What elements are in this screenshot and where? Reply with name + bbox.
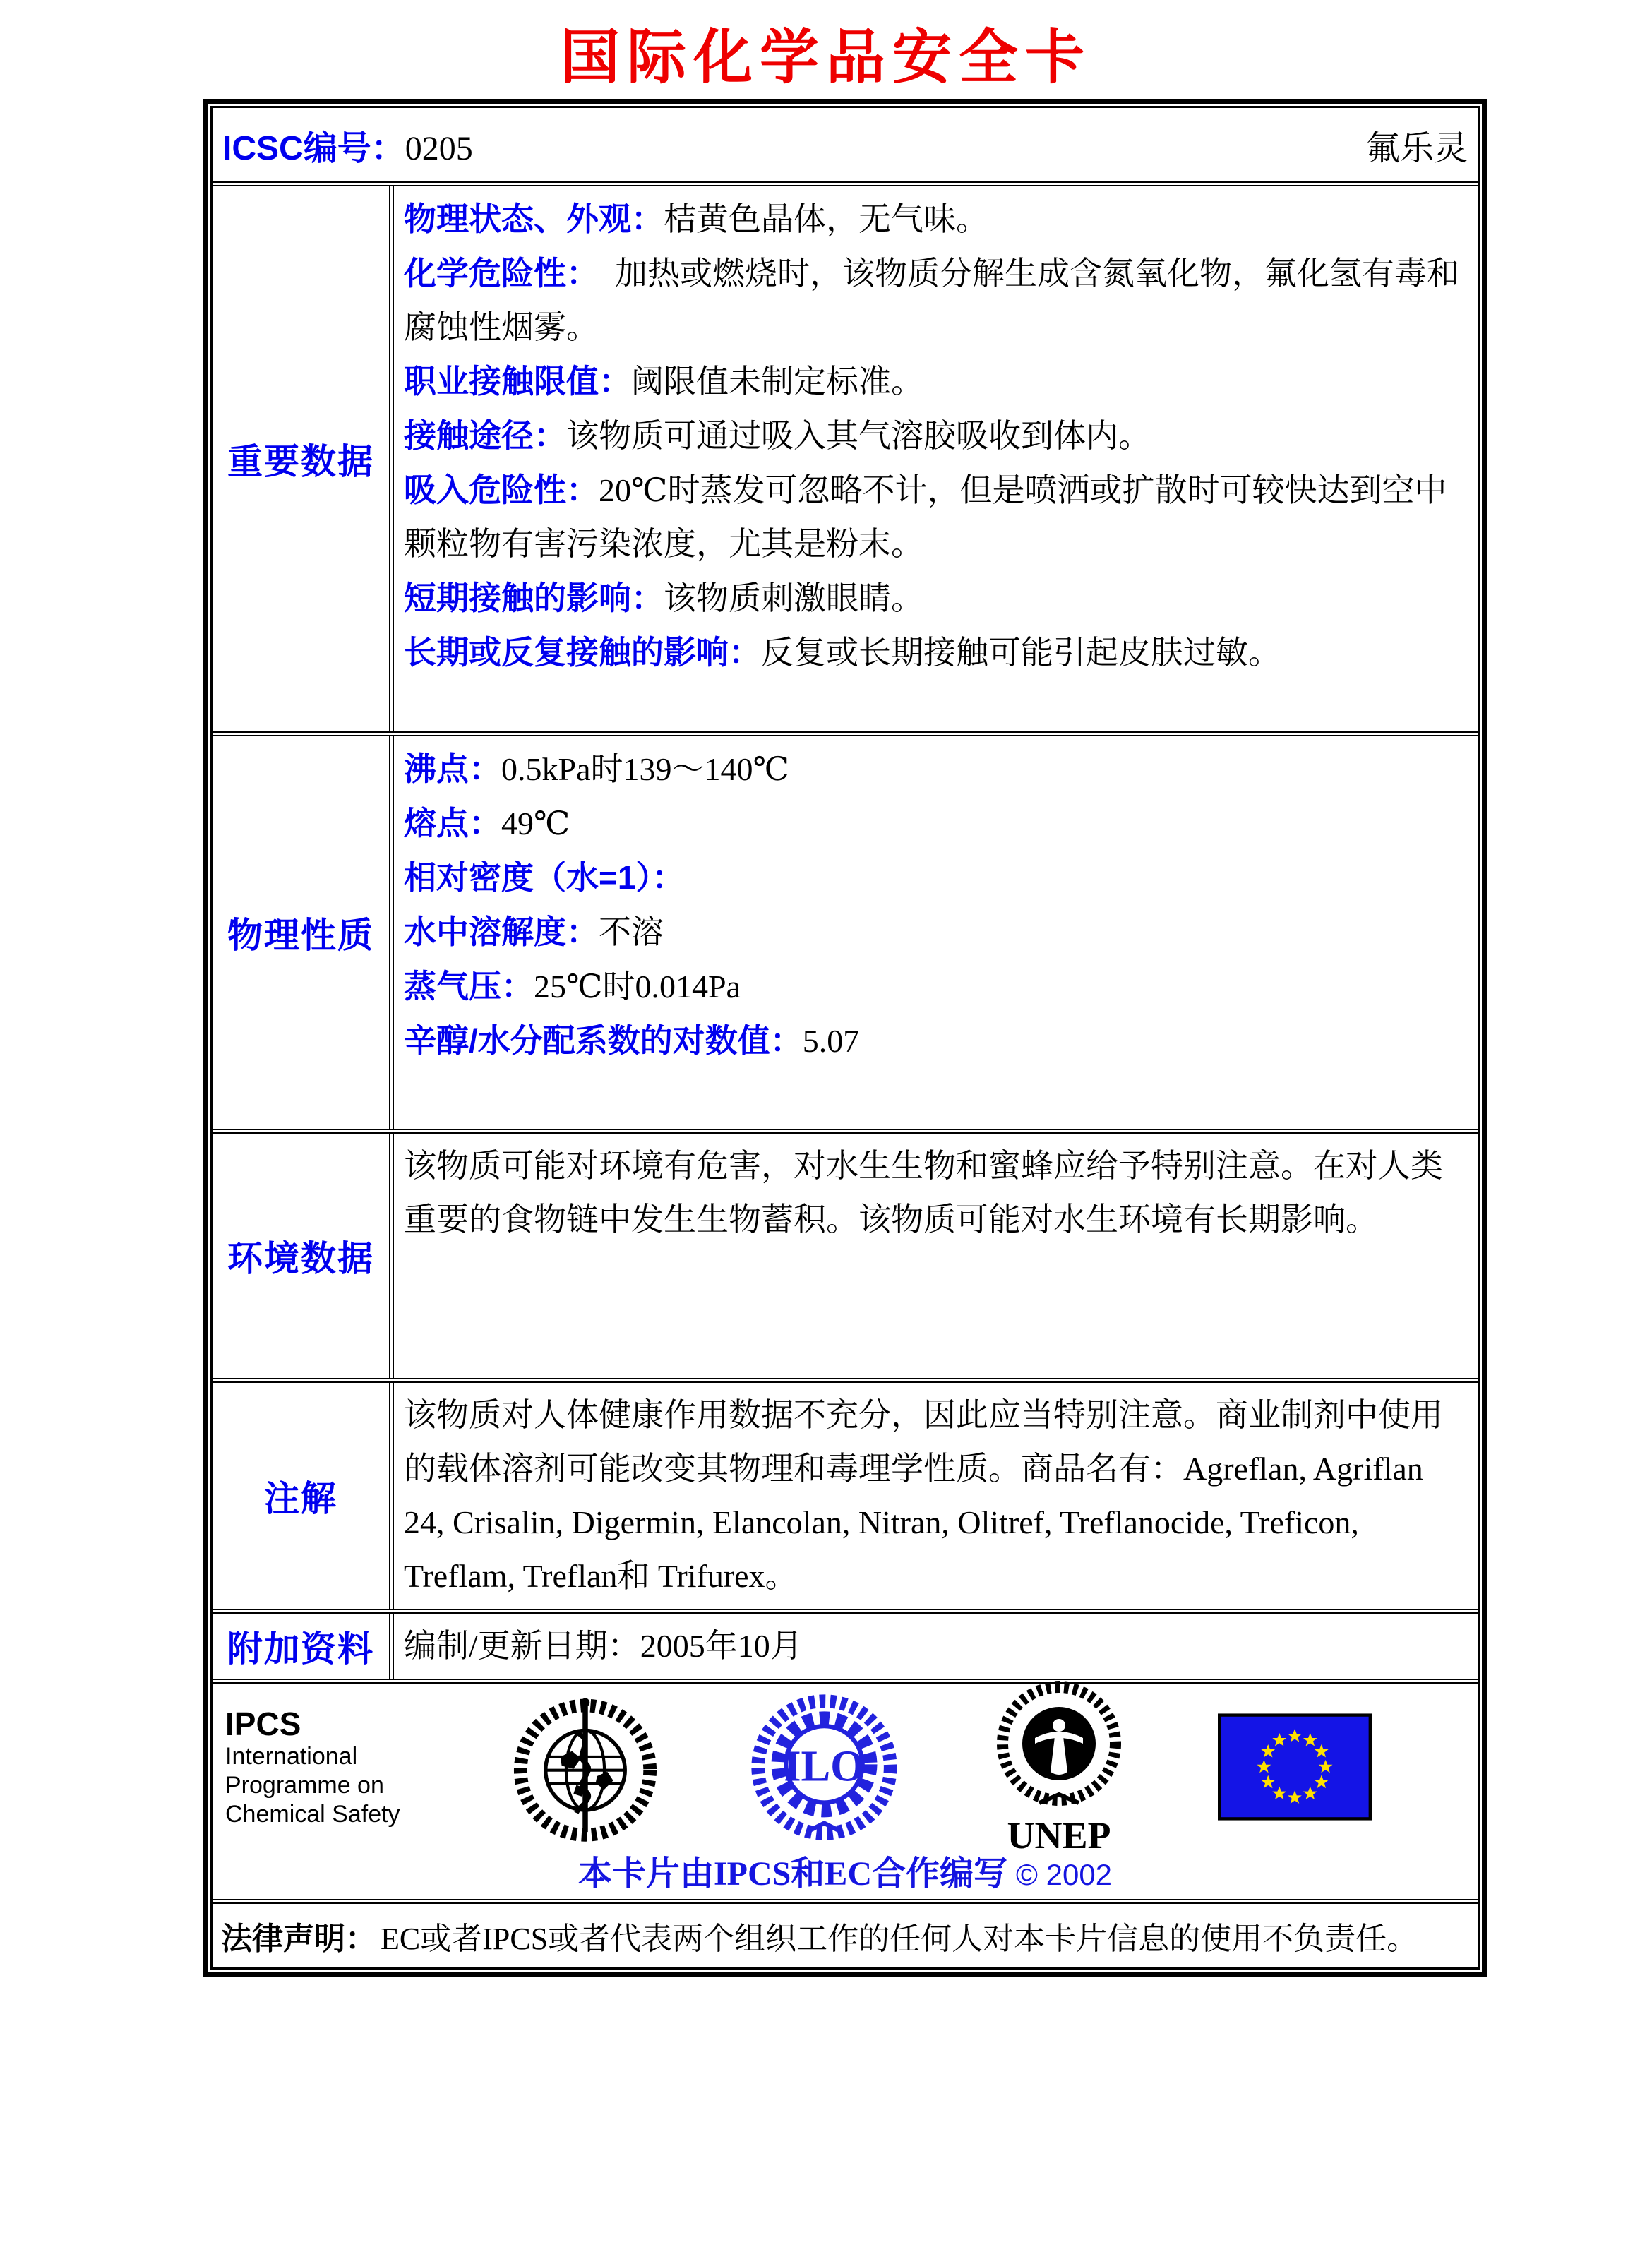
field-value: 该物质对人体健康作用数据不充分，因此应当特别注意。商业制剂中使用的载体溶剂可能改变其物理和毒理学性质。商品名有：Agreflan, Agriflan 24, Crisalin, Digermin, Elancolan, Nitran, Olitref, Treflanocide, Treficon, Treflam, Treflan和 Trifurex。 — [404, 1397, 1443, 1594]
field-value: 阈限值未制定标准。 — [631, 364, 923, 400]
who-logo-icon — [511, 1688, 659, 1847]
section-content-additional-information — [394, 1614, 1478, 1679]
field-value: 加热或燃烧时，该物质分解生成含氮氧化物，氟化氢有毒和腐蚀性烟雾。 — [404, 256, 1459, 345]
credit-year: © 2002 — [1015, 1858, 1113, 1891]
credit-text: 本卡片由IPCS和EC合作编写 — [577, 1855, 1007, 1893]
field-label: 化学危险性： — [404, 255, 582, 292]
section-content-environmental-data — [394, 1134, 1478, 1378]
field-line — [404, 409, 1468, 463]
field-value: 49℃ — [501, 805, 570, 841]
field-value: 0.5kPa时139～140℃ — [501, 751, 789, 787]
page-title: 国际化学品安全卡 — [560, 25, 1091, 91]
logos-row — [213, 1684, 1478, 1904]
field-label: 水中溶解度： — [404, 913, 599, 950]
field-line — [404, 246, 1468, 354]
legal-notice-text: EC或者IPCS或者代表两个组织工作的任何人对本卡片信息的使用不负责任。 — [381, 1922, 1418, 1956]
section-label-environmental-data: 环境数据 — [213, 1134, 394, 1378]
field-value: 25℃时0.014Pa — [534, 969, 741, 1005]
field-label: 相对密度（水=1）： — [404, 859, 685, 896]
eu-flag-icon — [1218, 1713, 1372, 1821]
field-line — [404, 959, 1468, 1014]
field-line — [404, 796, 1468, 851]
field-label: 吸入危险性： — [404, 472, 599, 508]
field-line — [404, 463, 1468, 571]
field-label: 沸点： — [404, 750, 501, 787]
ipcs-acronym: IPCS — [225, 1705, 301, 1742]
section-content-notes — [394, 1383, 1478, 1609]
field-line — [404, 625, 1468, 680]
credit-line — [213, 1846, 1478, 1895]
update-date-value: 2005年10月 — [640, 1628, 803, 1664]
field-value: 反复或长期接触可能引起皮肤过敏。 — [761, 635, 1281, 671]
field-line — [404, 851, 1468, 905]
field-label: 蒸气压： — [404, 968, 534, 1005]
section-label-important-data: 重要数据 — [213, 186, 394, 731]
field-label: 辛醇/水分配系数的对数值： — [404, 1022, 803, 1059]
field-line — [404, 1389, 1468, 1603]
section-content-physical-properties — [394, 736, 1478, 1129]
section-row-additional-information — [213, 1614, 1478, 1684]
legal-notice-label: 法律声明： — [221, 1922, 376, 1956]
section-label-additional-information: 附加资料 — [213, 1614, 394, 1679]
unep-logo-icon — [988, 1679, 1130, 1855]
svg-text:ILO: ILO — [783, 1740, 865, 1790]
section-row-physical-properties — [213, 736, 1478, 1134]
field-line — [404, 1014, 1468, 1068]
field-label: 熔点： — [404, 805, 501, 841]
field-line — [404, 742, 1468, 796]
ipcs-subtitle-line2: Programme on — [225, 1771, 384, 1799]
icsc-number-group — [222, 121, 473, 169]
field-value: 5.07 — [802, 1023, 860, 1059]
field-label: 职业接触限值： — [404, 363, 631, 400]
field-line — [404, 354, 1468, 409]
field-value: 桔黄色晶体，无气味。 — [664, 201, 988, 237]
field-line — [404, 192, 1468, 246]
field-value: 该物质可通过吸入其气溶胶吸收到体内。 — [566, 418, 1151, 454]
field-label: 长期或反复接触的影响： — [404, 634, 761, 671]
section-label-physical-properties: 物理性质 — [213, 736, 394, 1129]
chemical-name: 氟乐灵 — [1365, 129, 1468, 167]
ipcs-subtitle-line1: International — [225, 1742, 358, 1770]
section-content-important-data — [394, 186, 1478, 731]
field-label: 短期接触的影响： — [404, 580, 664, 616]
field-value: 该物质刺激眼睛。 — [664, 580, 923, 616]
legal-notice-row — [213, 1904, 1478, 1967]
safety-card-table-inner — [210, 106, 1480, 1970]
icsc-number-label: ICSC编号： — [222, 129, 405, 167]
field-value: 不溶 — [599, 914, 664, 950]
section-row-environmental-data — [213, 1134, 1478, 1383]
field-line — [404, 905, 1468, 959]
section-label-notes: 注解 — [213, 1383, 394, 1609]
field-label: 接触途径： — [404, 417, 566, 454]
field-label: 物理状态、外观： — [404, 200, 664, 237]
safety-card-table — [203, 99, 1487, 1977]
ipcs-subtitle-line3: Chemical Safety — [225, 1800, 400, 1828]
logos-strip — [213, 1692, 1478, 1855]
ipcs-text-block — [225, 1706, 423, 1829]
unep-logo-text: UNEP — [1007, 1814, 1111, 1855]
field-line — [404, 1139, 1468, 1247]
icsc-number-value: 0205 — [405, 129, 473, 167]
update-date-label: 编制/更新日期： — [404, 1628, 640, 1664]
field-value: 该物质可能对环境有危害，对水生生物和蜜蜂应给予特别注意。在对人类重要的食物链中发生生物蓄积。该物质可能对水生环境有长期影响。 — [404, 1148, 1443, 1237]
section-row-important-data — [213, 186, 1478, 736]
section-row-notes — [213, 1383, 1478, 1614]
card-header-row — [213, 108, 1478, 186]
field-line — [404, 571, 1468, 625]
field-value: 20℃时蒸发可忽略不计，但是喷洒或扩散时可较快达到空中颗粒物有害污染浓度，尤其是粉末。 — [404, 472, 1447, 562]
field-line — [404, 1619, 1468, 1673]
ilo-logo-icon — [748, 1688, 900, 1847]
